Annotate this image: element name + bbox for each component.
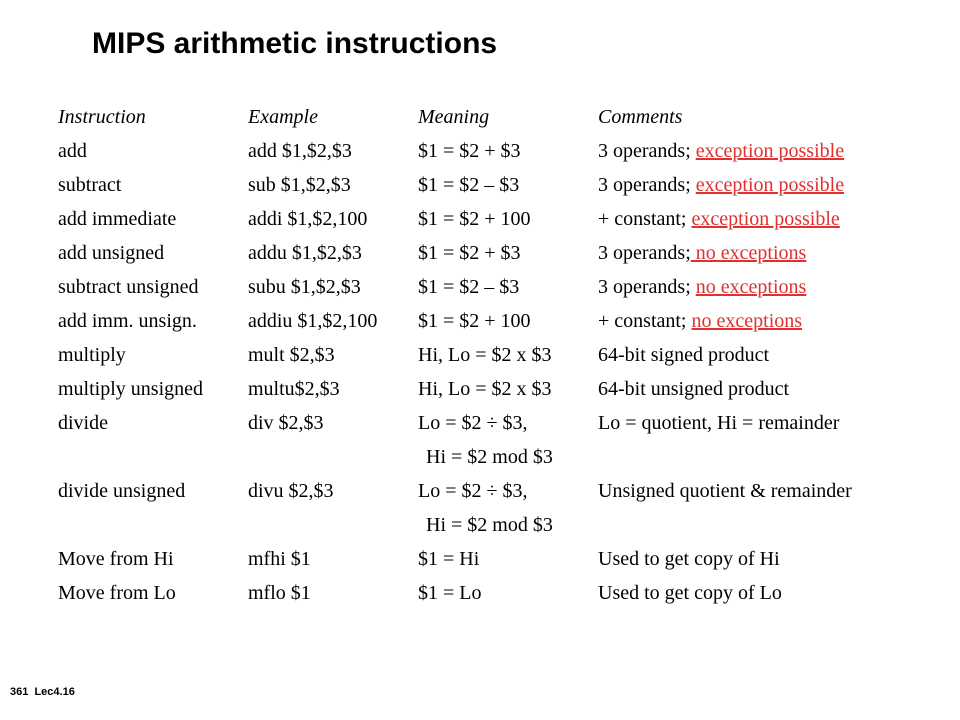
comment-text: 3 operands; bbox=[598, 242, 691, 264]
meaning-cell: $1 = $2 + $3 bbox=[418, 242, 521, 264]
comment-cell bbox=[598, 134, 844, 168]
comment-text: 3 operands; bbox=[598, 276, 696, 298]
example-cell: addiu $1,$2,100 bbox=[248, 310, 378, 332]
example-cell: subu $1,$2,$3 bbox=[248, 276, 361, 298]
example-cell: divu $2,$3 bbox=[248, 480, 334, 502]
instruction-cell: multiply unsigned bbox=[58, 378, 203, 400]
example-cell: mflo $1 bbox=[248, 582, 311, 604]
comment-cell bbox=[598, 236, 806, 270]
example-cell: mfhi $1 bbox=[248, 548, 311, 570]
meaning-continuation-cell: Hi = $2 mod $3 bbox=[426, 446, 553, 468]
comment-cell bbox=[598, 202, 840, 236]
exception-note: exception possible bbox=[691, 208, 840, 230]
meaning-continuation-cell: Hi = $2 mod $3 bbox=[426, 514, 553, 536]
exception-note: exception possible bbox=[695, 174, 845, 196]
comment-cell bbox=[598, 168, 844, 202]
meaning-cell: Hi, Lo = $2 x $3 bbox=[418, 344, 552, 366]
comment-cell: 64-bit signed product bbox=[598, 344, 770, 366]
slide-title: MIPS arithmetic instructions bbox=[92, 27, 498, 60]
example-cell: multu$2,$3 bbox=[248, 378, 340, 400]
meaning-cell: $1 = $2 + 100 bbox=[418, 208, 531, 230]
exception-note: no exceptions bbox=[695, 276, 807, 298]
comment-cell: 64-bit unsigned product bbox=[598, 378, 790, 400]
instruction-cell: add immediate bbox=[58, 208, 177, 230]
comment-cell: Used to get copy of Hi bbox=[598, 548, 780, 570]
instruction-cell: add imm. unsign. bbox=[58, 310, 197, 332]
instruction-cell: subtract bbox=[58, 174, 122, 196]
example-cell: sub $1,$2,$3 bbox=[248, 174, 351, 196]
example-cell: mult $2,$3 bbox=[248, 344, 335, 366]
meaning-cell: $1 = Lo bbox=[418, 582, 482, 604]
comment-text: + constant; bbox=[598, 310, 692, 332]
comment-cell: Lo = quotient, Hi = remainder bbox=[598, 412, 840, 434]
slide-footer: 361 Lec4.16 bbox=[10, 686, 75, 698]
meaning-cell: Lo = $2 ÷ $3, bbox=[418, 412, 528, 434]
comment-cell bbox=[598, 304, 802, 338]
meaning-cell: $1 = $2 + $3 bbox=[418, 140, 521, 162]
meaning-cell: $1 = $2 – $3 bbox=[418, 276, 520, 298]
comment-cell bbox=[598, 270, 806, 304]
header-example: Example bbox=[248, 106, 318, 128]
exception-note: no exceptions bbox=[691, 310, 803, 332]
meaning-cell: $1 = $2 + 100 bbox=[418, 310, 531, 332]
example-cell: addu $1,$2,$3 bbox=[248, 242, 362, 264]
instruction-cell: add bbox=[58, 140, 87, 162]
header-comments: Comments bbox=[598, 106, 683, 128]
comment-text: + constant; bbox=[598, 208, 692, 230]
exception-note: exception possible bbox=[695, 140, 845, 162]
example-cell: addi $1,$2,100 bbox=[248, 208, 368, 230]
example-cell: add $1,$2,$3 bbox=[248, 140, 352, 162]
meaning-cell: $1 = $2 – $3 bbox=[418, 174, 520, 196]
comment-text: 3 operands; bbox=[598, 140, 696, 162]
instruction-cell: divide bbox=[58, 412, 108, 434]
comment-cell: Used to get copy of Lo bbox=[598, 582, 782, 604]
header-meaning: Meaning bbox=[418, 106, 490, 128]
example-cell: div $2,$3 bbox=[248, 412, 324, 434]
instruction-cell: add unsigned bbox=[58, 242, 165, 264]
meaning-cell: Lo = $2 ÷ $3, bbox=[418, 480, 528, 502]
instruction-cell: subtract unsigned bbox=[58, 276, 199, 298]
instruction-cell: multiply bbox=[58, 344, 126, 366]
instruction-cell: divide unsigned bbox=[58, 480, 186, 502]
comment-cell: Unsigned quotient & remainder bbox=[598, 480, 852, 502]
comment-text: 3 operands; bbox=[598, 174, 696, 196]
exception-note: no exceptions bbox=[690, 242, 807, 264]
instruction-cell: Move from Hi bbox=[58, 548, 174, 570]
header-instruction: Instruction bbox=[58, 106, 146, 128]
meaning-cell: $1 = Hi bbox=[418, 548, 480, 570]
meaning-cell: Hi, Lo = $2 x $3 bbox=[418, 378, 552, 400]
instruction-cell: Move from Lo bbox=[58, 582, 176, 604]
